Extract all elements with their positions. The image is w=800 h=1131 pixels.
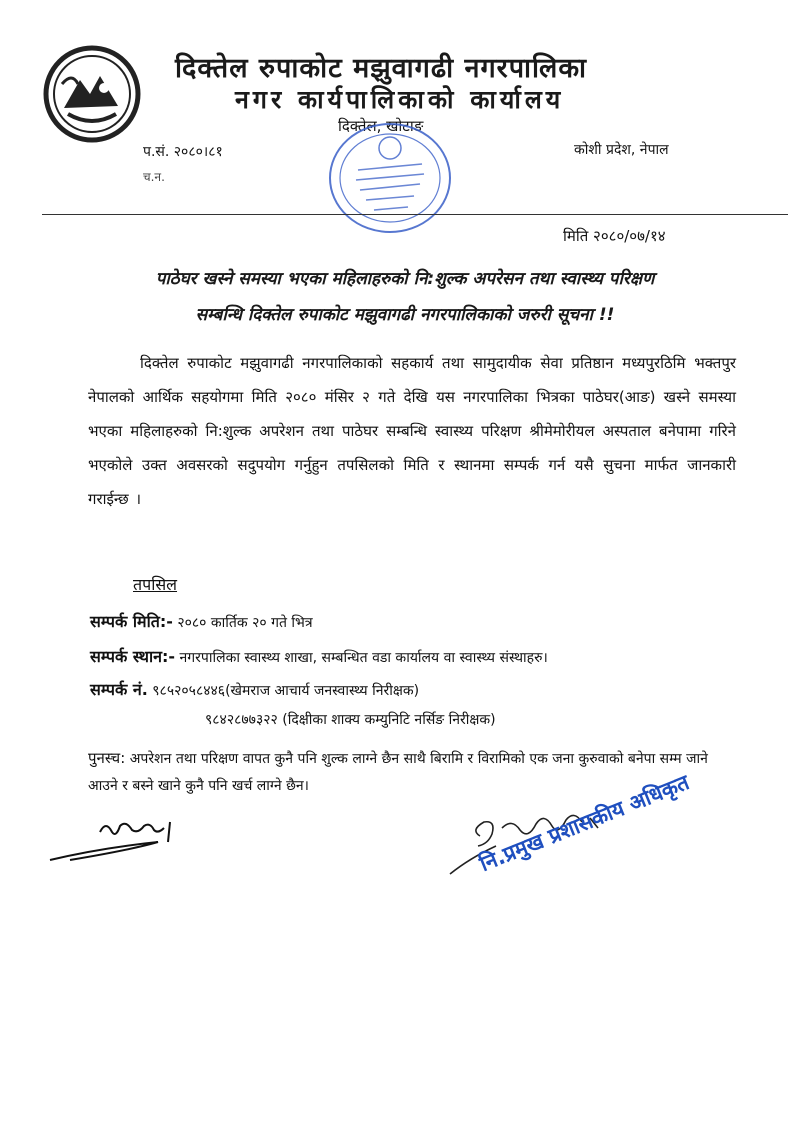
- contact-place-value: नगरपालिका स्वास्थ्य शाखा, सम्बन्धित वडा कार्यालय वा स्वास्थ्य संस्थाहरु।: [175, 650, 548, 666]
- postscript: [88, 745, 708, 800]
- contact-phone-value-1: ९८५२०५८४४६(खेमराज आचार्य जनस्वास्थ्य निरीक्षक): [147, 683, 420, 699]
- contact-place-row: [90, 645, 548, 667]
- contact-phone-value-2: ९८४२८७७३२२ (दिक्षीका शाक्य कम्युनिटि नर्सिङ निरीक्षक): [205, 712, 496, 728]
- postscript-text: अपरेशन तथा परिक्षण वापत कुनै पनि शुल्क लाग्ने छैन साथै बिरामि र विरामिको एक जना कुरुवाको बनेपा सम्म जाने आउने र बस्ने खाने कुनै पनि खर्च लाग्ने छैन।: [88, 751, 708, 794]
- contact-place-label: सम्पर्क स्थान:-: [90, 647, 176, 666]
- officer-title-stamp: नि.प्रमुख प्रशासकीय अधिकृत: [476, 770, 693, 877]
- contact-phone-row: [90, 678, 419, 700]
- government-emblem-icon: [42, 44, 142, 144]
- province-address: कोशी प्रदेश, नेपाल: [574, 142, 669, 158]
- org-name: दिक्तेल रुपाकोट मझुवागढी नगरपालिका: [175, 53, 588, 84]
- header-divider: [42, 214, 788, 215]
- notice-body: दिक्तेल रुपाकोट मझुवागढी नगरपालिकाको सहकार्य तथा सामुदायीक सेवा प्रतिष्ठान मध्यपुरठिमि भक्तपुर नेपालको आर्थिक सहयोगमा मिति २०८० मंसिर २ गते देखि यस नगरपालिका भित्रका पाठेघर(आङ) खस्ने समस्या भएका महिलाहरुको नि:शुल्क अपरेशन तथा पाठेघर सम्बन्धि स्वास्थ्य परिक्षण श्रीमेमोरीयल अस्पताल बनेपामा गरिने भएकोले उक्त अवसरको सदुपयोग गर्नुहुन तपसिलको मिति र स्थानमा सम्पर्क गर्न यसै सुचना मार्फत जानकारी गराईन्छ ।: [88, 354, 736, 508]
- office-name: नगर कार्यपालिकाको कार्यालय: [235, 85, 565, 114]
- contact-date-value: २०८० कार्तिक २० गते भित्र: [172, 615, 313, 631]
- notice-title-line-1: पाठेघर खस्ने समस्या भएका महिलाहरुको नि:शुल्क अपरेसन तथा स्वास्थ्य परिक्षण: [155, 269, 655, 289]
- contact-date-row: [90, 610, 313, 632]
- notice-title-line-2: सम्बन्धि दिक्तेल रुपाकोट मझुवागढी नगरपालिकाको जरुरी सूचना !!: [195, 305, 615, 325]
- left-signature-icon: [40, 808, 190, 870]
- contact-date-label: सम्पर्क मिति:-: [90, 612, 173, 631]
- notice-date: मिति २०८०/०७/१४: [563, 227, 666, 245]
- office-stamp-icon: [318, 118, 458, 236]
- contact-phone-label: सम्पर्क नं.: [90, 680, 148, 699]
- postscript-label: पुनस्च:: [88, 749, 126, 767]
- dispatch-number: च.न.: [143, 170, 165, 184]
- details-heading: तपसिल: [133, 575, 178, 594]
- reference-number: प.सं. २०८०।८१: [143, 144, 223, 160]
- office-location: दिक्तेल, खोटाङ: [338, 117, 424, 135]
